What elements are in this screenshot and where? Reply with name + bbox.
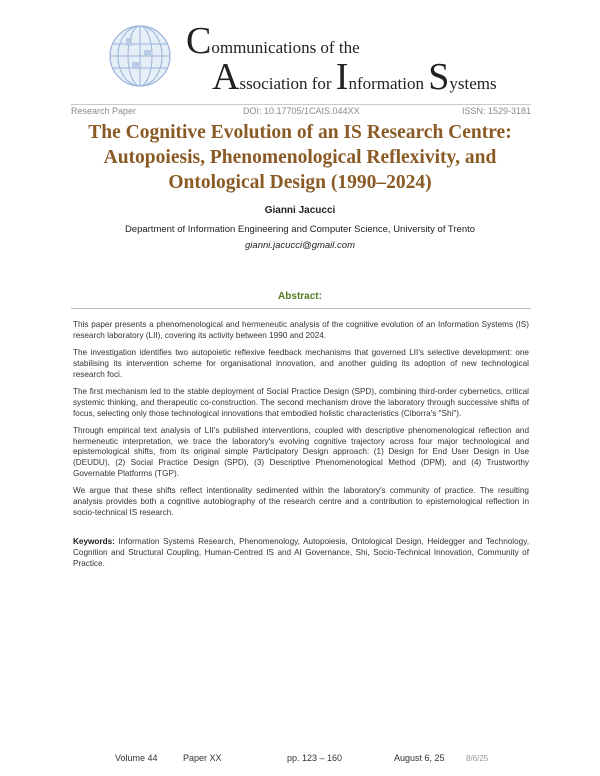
- abstract-paragraph: This paper presents a phenomenological and hermeneutic analysis of the cognitive evolution of an Information Systems (IS) research laboratory (LII), covering its activity between 1990 and 2024.: [73, 320, 529, 340]
- abstract-paragraph: We argue that these shifts reflect intentionality sedimented within the laboratory's community of practice. The resulting analysis provides both a cognitive autobiography of the research centre and a contribution to epistemological reflection in socio-technical IS research.: [73, 486, 529, 517]
- journal-cap-i: I: [335, 56, 349, 98]
- footer-pages: pp. 123 – 160: [287, 753, 343, 763]
- footer-volume: Volume 44: [115, 753, 158, 763]
- doi: DOI: 10.17705/1CAIS.044XX: [243, 106, 360, 116]
- author-email[interactable]: gianni.jacucci@gmail.com: [245, 240, 355, 251]
- abstract-paragraph: Through empirical text analysis of LII's published interventions, coupled with descriptive phenomenological reflection and hermeneutic interpretation, we trace the laboratory's evolving cognitive trajectory across four major technological and epistemological shifts, from its original simple Participatory Design approach: (1) Design for End User Design in Use (DEUDU), (2) Social Practice Design (SPD), (3) Descriptive Phenomenological Method (DPM), and (4) Trustworthy Governable Platforms (TGP).: [73, 425, 529, 479]
- title-line-2: Autopoiesis, Phenomenological Reflexivity, and: [103, 147, 497, 168]
- globe-logo-icon: [108, 24, 172, 88]
- paper-type: Research Paper: [71, 106, 137, 116]
- author-name: Gianni Jacucci: [264, 205, 336, 216]
- journal-text-2: ssociation for: [239, 74, 336, 93]
- keywords-label: Keywords:: [73, 537, 115, 546]
- journal-cap-s: S: [428, 56, 450, 98]
- footer-date-small: 8/6/25: [466, 754, 489, 763]
- title-line-1: The Cognitive Evolution of an IS Research Centre:: [88, 122, 512, 143]
- abstract-divider: [71, 308, 531, 309]
- journal-text-4: ystems: [449, 74, 497, 93]
- abstract-heading: Abstract:: [278, 291, 322, 302]
- journal-cap-a: A: [212, 56, 240, 98]
- title-line-3: Ontological Design (1990–2024): [168, 172, 432, 193]
- page-footer: [0, 753, 600, 767]
- keywords: [73, 537, 529, 569]
- keywords-text: Information Systems Research, Phenomenology, Autopoiesis, Ontological Design, Heidegger and Technology, Cognition and Structural Coupling, Human-Centred IS and AI Governance, Shi, Socio-Technical Innovation, Community of Practice.: [73, 537, 529, 568]
- paper-title: [60, 120, 540, 195]
- journal-header: [0, 0, 600, 104]
- author-affiliation: Department of Information Engineering and Computer Science, University of Trento: [124, 224, 476, 235]
- footer-date: August 6, 25: [394, 753, 445, 763]
- journal-text-1: ommunications of the: [211, 38, 360, 57]
- abstract-body: [73, 320, 529, 525]
- abstract-paragraph: The first mechanism led to the stable deployment of Social Practice Design (SPD), combining third-order cybernetics, critical systemic thinking, and therapeutic co-construction. The second mechanism drove the laboratory through successive shifts of focus, selecting only those technological innovations that embodied holistic characteristics (Ciborra's "Shi").: [73, 386, 529, 418]
- footer-paper: Paper XX: [183, 753, 222, 763]
- abstract-paragraph: The investigation identifies two autopoietic reflexive feedback mechanisms that governed LII's selective development: one stabilising its intervention scheme for organisational innovation, and another guiding its adoption of new technological research foci.: [73, 348, 529, 379]
- metadata-bar: [71, 104, 531, 119]
- journal-cap-c: C: [186, 20, 212, 62]
- issn: ISSN: 1529-3181: [461, 106, 531, 116]
- journal-text-3: nformation: [348, 74, 429, 93]
